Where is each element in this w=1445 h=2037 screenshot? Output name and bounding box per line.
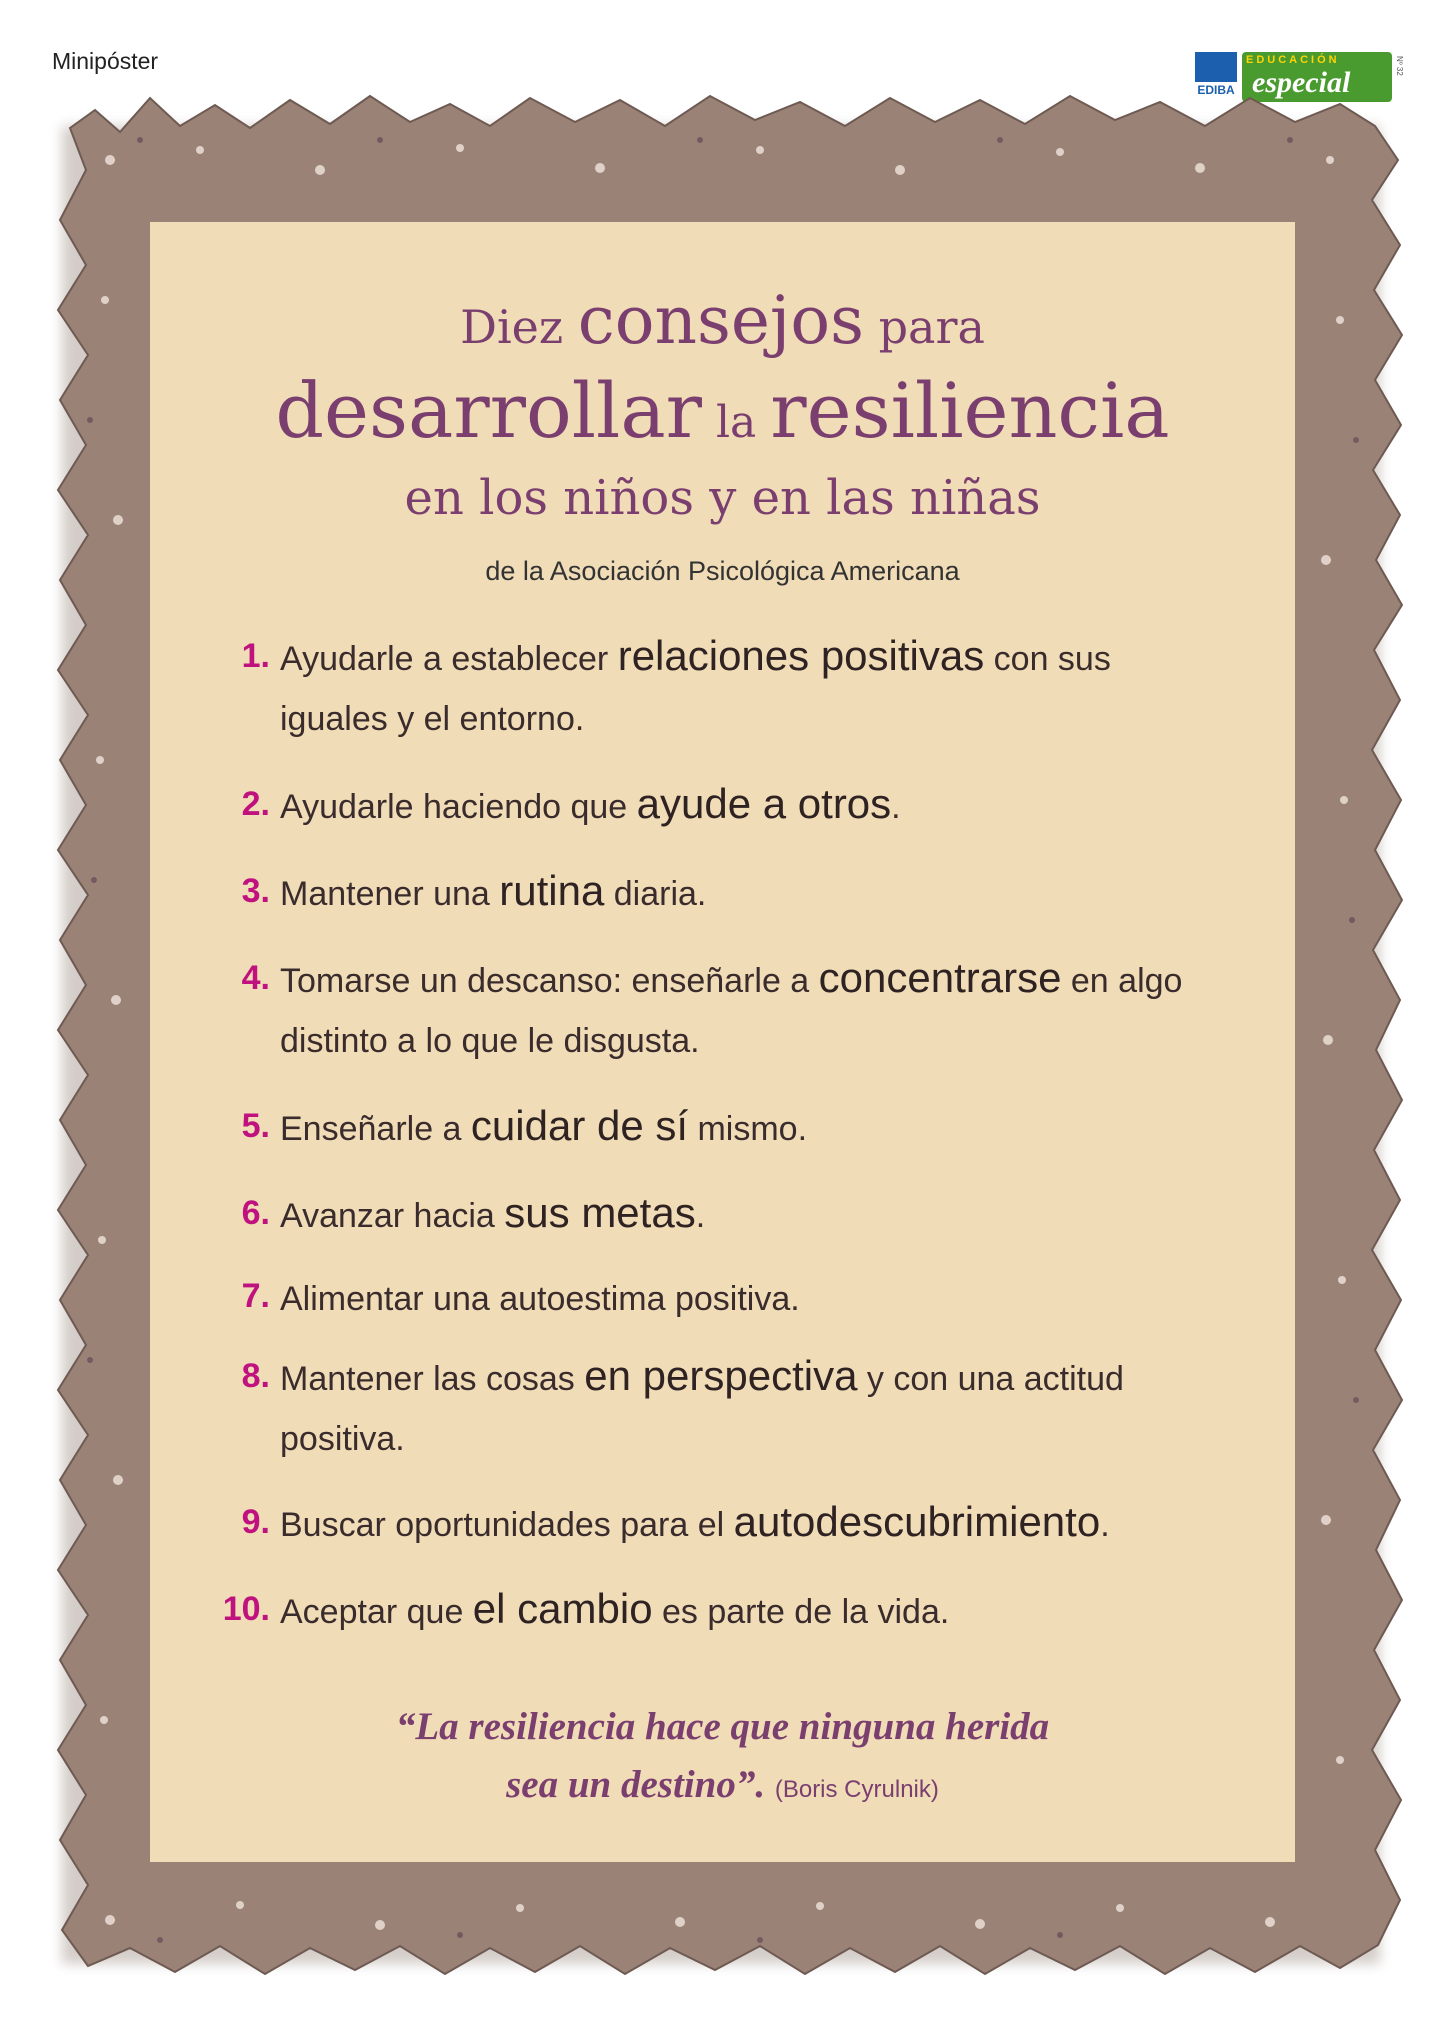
title-line-2 — [150, 366, 1295, 455]
tip-number: 1. — [241, 637, 270, 675]
title-word-consejos: consejos — [577, 282, 864, 359]
quote-line-1: “La resiliencia hace que ninguna herida — [395, 1705, 1050, 1748]
tip-text: Tomarse un descanso: enseñarle a concentrarse en algo distinto a lo que le disgusta. — [280, 954, 1183, 1060]
logo-top-word: EDUCACIÓN — [1246, 54, 1340, 66]
tip-text: Mantener una rutina diaria. — [280, 867, 707, 914]
subtitle: de la Asociación Psicológica Americana — [485, 556, 960, 586]
quote-author: (Boris Cyrulnik) — [774, 1776, 939, 1803]
tip-text: Ayudarle haciendo que ayude a otros. — [280, 780, 901, 827]
tip-text: Alimentar una autoestima positiva. — [280, 1280, 800, 1318]
title-word-resiliencia: resiliencia — [770, 366, 1170, 455]
tip-number: 8. — [241, 1357, 270, 1395]
tip-emphasis: en perspectiva — [584, 1352, 858, 1399]
tip-number: 3. — [241, 872, 270, 910]
minipo-label: Minipóster — [52, 48, 159, 74]
tip-text: Ayudarle a establecer relaciones positivas con sus iguales y el entorno. — [280, 632, 1111, 738]
title-word-diez: Diez — [460, 300, 578, 354]
tip-number: 4. — [241, 959, 270, 997]
tip-number: 9. — [241, 1503, 270, 1541]
tip-text: Buscar oportunidades para el autodescubrimiento. — [280, 1498, 1110, 1545]
logo-bottom-word: especial — [1252, 66, 1351, 99]
tip-emphasis: autodescubrimiento — [733, 1498, 1101, 1545]
tip-emphasis: relaciones positivas — [617, 632, 985, 679]
tip-emphasis: ayude a otros — [636, 780, 892, 827]
tip-number: 6. — [241, 1194, 270, 1232]
title-word-la: la — [701, 397, 771, 448]
title-line-1 — [150, 282, 1295, 359]
tip-text: Avanzar hacia sus metas. — [280, 1189, 706, 1236]
title-word-desarrollar: desarrollar — [275, 366, 702, 455]
tip-emphasis: concentrarse — [818, 954, 1062, 1001]
tip-text: Aceptar que el cambio es parte de la vida. — [280, 1585, 950, 1632]
quote-line-2: sea un destino”. — [506, 1763, 766, 1806]
tip-number: 5. — [241, 1107, 270, 1145]
tip-emphasis: el cambio — [472, 1585, 653, 1632]
ediba-name: EDIBA — [1197, 83, 1235, 97]
tip-number: 7. — [241, 1277, 270, 1315]
tip-text: Mantener las cosas en perspectiva y con una actitud positiva. — [280, 1352, 1124, 1458]
title-line-3: en los niños y en las niñas — [404, 470, 1041, 526]
tip-number: 10. — [222, 1590, 270, 1628]
tip-emphasis: rutina — [499, 867, 605, 914]
tip-number: 2. — [241, 785, 270, 823]
quote — [150, 1698, 1295, 1819]
tip-text: Enseñarle a cuidar de sí mismo. — [280, 1102, 808, 1149]
title-word-para: para — [863, 300, 985, 354]
issue-number: Nº 32 — [1395, 56, 1404, 76]
tip-emphasis: cuidar de sí — [470, 1102, 689, 1149]
tip-emphasis: sus metas — [504, 1189, 696, 1236]
